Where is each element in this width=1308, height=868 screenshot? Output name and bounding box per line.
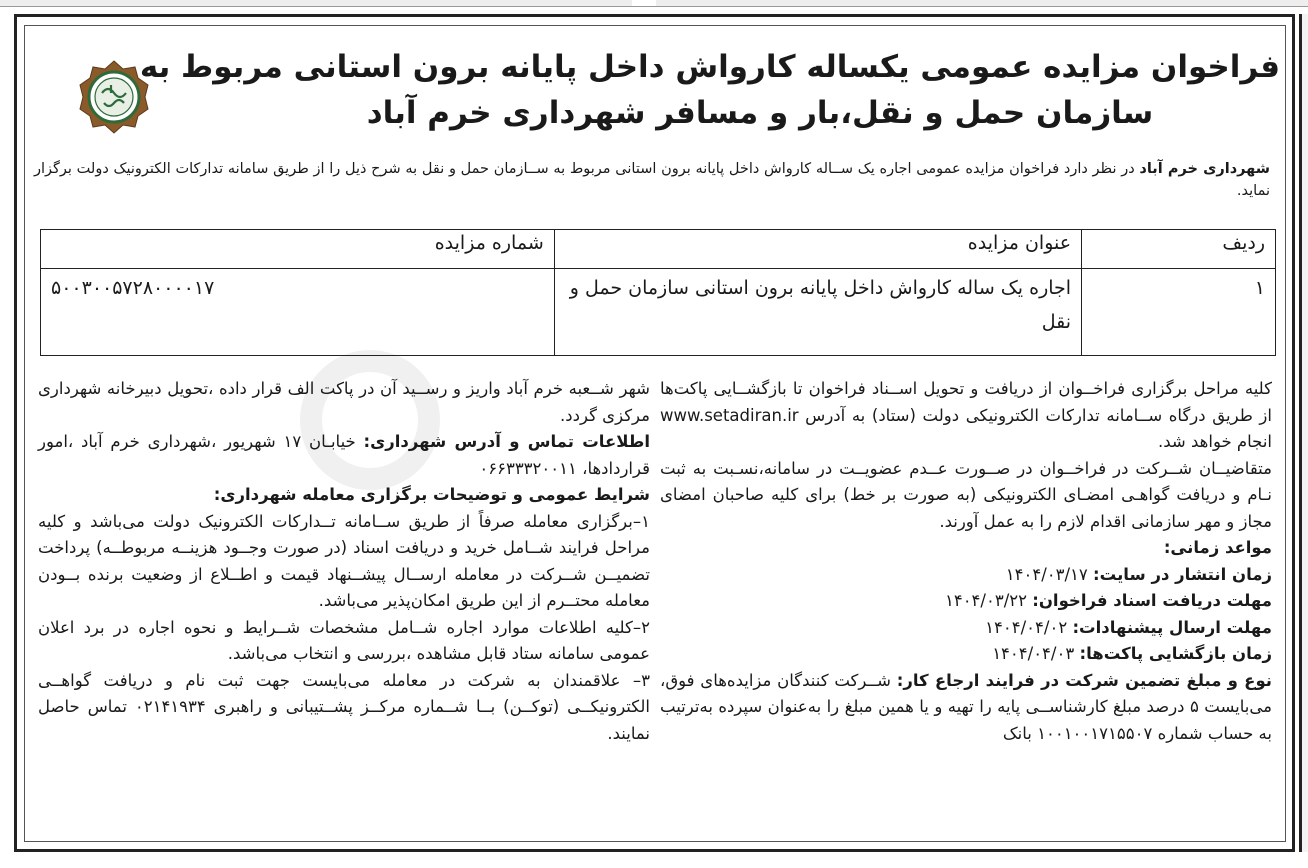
notice-title	[139, 44, 1280, 136]
condition-item-2: ۲–کلیه اطلاعات موارد اجاره شــامل مشخصات شــرایط و نحوه اجاره در برد اعلان عمومی سامانه ستاد قابل مشاهده ،بررسی و انتخاب می‌باشد.	[38, 617, 650, 663]
schedule-label: زمان انتشار در سایت:	[1093, 564, 1272, 584]
condition-item-3: ۳– علاقمندان به شرکت در معامله می‌بایست جهت ثبت نام و دریافت گواهــی الکترونیکــی (توکــن) بــا شــماره مرکــز پشــتیبانی و راهبری ۰۲۱۴۱۹۳۴ تماس حاصل نمایند.	[38, 670, 651, 743]
schedule-item	[660, 588, 1272, 615]
schedule-item	[660, 562, 1272, 589]
deposit-continuation: شهر شــعبه خرم آباد واریز و رســید آن در پاکت الف قرار داده ،تحویل دبیرخانه شهرداری مرکزی گردد.	[38, 379, 650, 425]
title-line-2: سازمان حمل و نقل،بار و مسافر شهرداری خرم آباد	[366, 95, 1154, 131]
guarantee-text: شــرکت کنندگان مزایده‌های فوق، می‌بایست ۵ درصد مبلغ کارشناســی پایه را تهیه و یا همین مبلغ را به‌عنوان سپرده به‌ترتیب به حساب شماره ۱۰۰۱۰۰۱۷۱۵۵۰۷ بانک	[660, 670, 1272, 743]
schedule-label: مهلت ارسال پیشنهادات:	[1072, 617, 1272, 637]
table-row	[41, 269, 1276, 356]
intro-paragraph	[34, 158, 1270, 202]
cell-auction-number: ۵۰۰۳۰۰۵۷۲۸۰۰۰۰۱۷	[41, 269, 555, 356]
guarantee-label: نوع و مبلغ تضمین شرکت در فرایند ارجاع کار:	[896, 670, 1272, 690]
title-line-1: فراخوان مزایده عمومی یکساله کارواش داخل پایانه برون استانی مربوط به	[139, 49, 1280, 85]
right-edge	[1299, 14, 1308, 852]
schedule-item	[660, 615, 1272, 642]
top-edge	[0, 0, 1308, 7]
header-row-number: ردیف	[1082, 230, 1276, 269]
right-text-column	[660, 376, 1272, 747]
intro-organization: شهرداری خرم آباد	[1139, 161, 1270, 177]
schedule-date: ۱۴۰۴/۰۴/۰۲	[985, 617, 1068, 637]
schedule-label: مهلت دریافت اسناد فراخوان:	[1032, 591, 1272, 610]
registration-paragraph: متقاضیــان شــرکت در فراخــوان در صــورت عــدم عضویــت در سامانه،نسـبت به ثبت نـام و دریافت گواهـی امضـای الکترونیکی (به صورت بر خط) برای کلیه صاحبان امضای مجاز و مهر سازمانی اقدام لازم را به عمل آورند.	[660, 458, 1272, 531]
contact-text: خیابـان ۱۷ شهریور ،شهرداری خرم آباد ،امور قراردادها، ۰۶۶۳۳۳۲۰۰۱۱	[38, 432, 650, 478]
schedule-date: ۱۴۰۴/۰۴/۰۳	[992, 644, 1075, 663]
process-paragraph: کلیه مراحل برگزاری فراخــوان از دریافت و تحویل اســناد فراخوان تا بازگشــایی پاکت‌ها از طریق درگاه ســامانه تدارکات الکترونیکی دولت (ستاد) به آدرس www.setadiran.ir انجام خواهد شد.	[660, 379, 1272, 451]
schedule-date: ۱۴۰۴/۰۳/۱۷	[1005, 564, 1088, 584]
contact-paragraph	[38, 429, 650, 482]
schedule-date: ۱۴۰۴/۰۳/۲۲	[944, 591, 1027, 610]
schedule-label: زمان بازگشایی پاکت‌ها:	[1079, 644, 1272, 663]
condition-item-1: ۱–برگزاری معامله صرفاً از طریق ســامانه تــدارکات الکترونیک دولت می‌باشد و کلیه مراحل فرایند شــامل خرید و دریافت اسناد (در صورت وجــود هزینــه مربوطــه) پرداخت تضمیــن شــرکت در معامله ارســال پیشــنهاد قیمت و اطــلاع از وضعیت برنده بــودن معامله محتــرم از این طریق امکان‌پذیر می‌باشد.	[38, 511, 650, 610]
header-auction-title: عنوان مزایده	[554, 230, 1081, 269]
schedule-heading: مواعد زمانی:	[1163, 538, 1272, 557]
table-header-row	[41, 230, 1276, 269]
contact-label: اطلاعات تماس و آدرس شهرداری:	[363, 432, 650, 451]
left-text-column	[38, 376, 650, 747]
schedule-item	[660, 641, 1272, 668]
intro-text: در نظر دارد فراخوان مزایده عمومی اجاره یک ســاله کارواش داخل پایانه برون استانی مربوط به ســازمان حمل و نقل به شرح ذیل را از طریق سامانه تدارکات الکترونیک دولت برگزار نماید.	[34, 161, 1270, 199]
conditions-heading: شرایط عمومی و توضیحات برگزاری معامله شهرداری:	[213, 485, 650, 504]
auction-table	[40, 229, 1276, 356]
header-auction-number: شماره مزایده	[41, 230, 555, 269]
cell-auction-title: اجاره یک ساله کارواش داخل پایانه برون استانی سازمان حمل و نقل	[554, 269, 1081, 356]
cell-row-number: ۱	[1082, 269, 1276, 356]
guarantee-paragraph	[660, 668, 1272, 748]
